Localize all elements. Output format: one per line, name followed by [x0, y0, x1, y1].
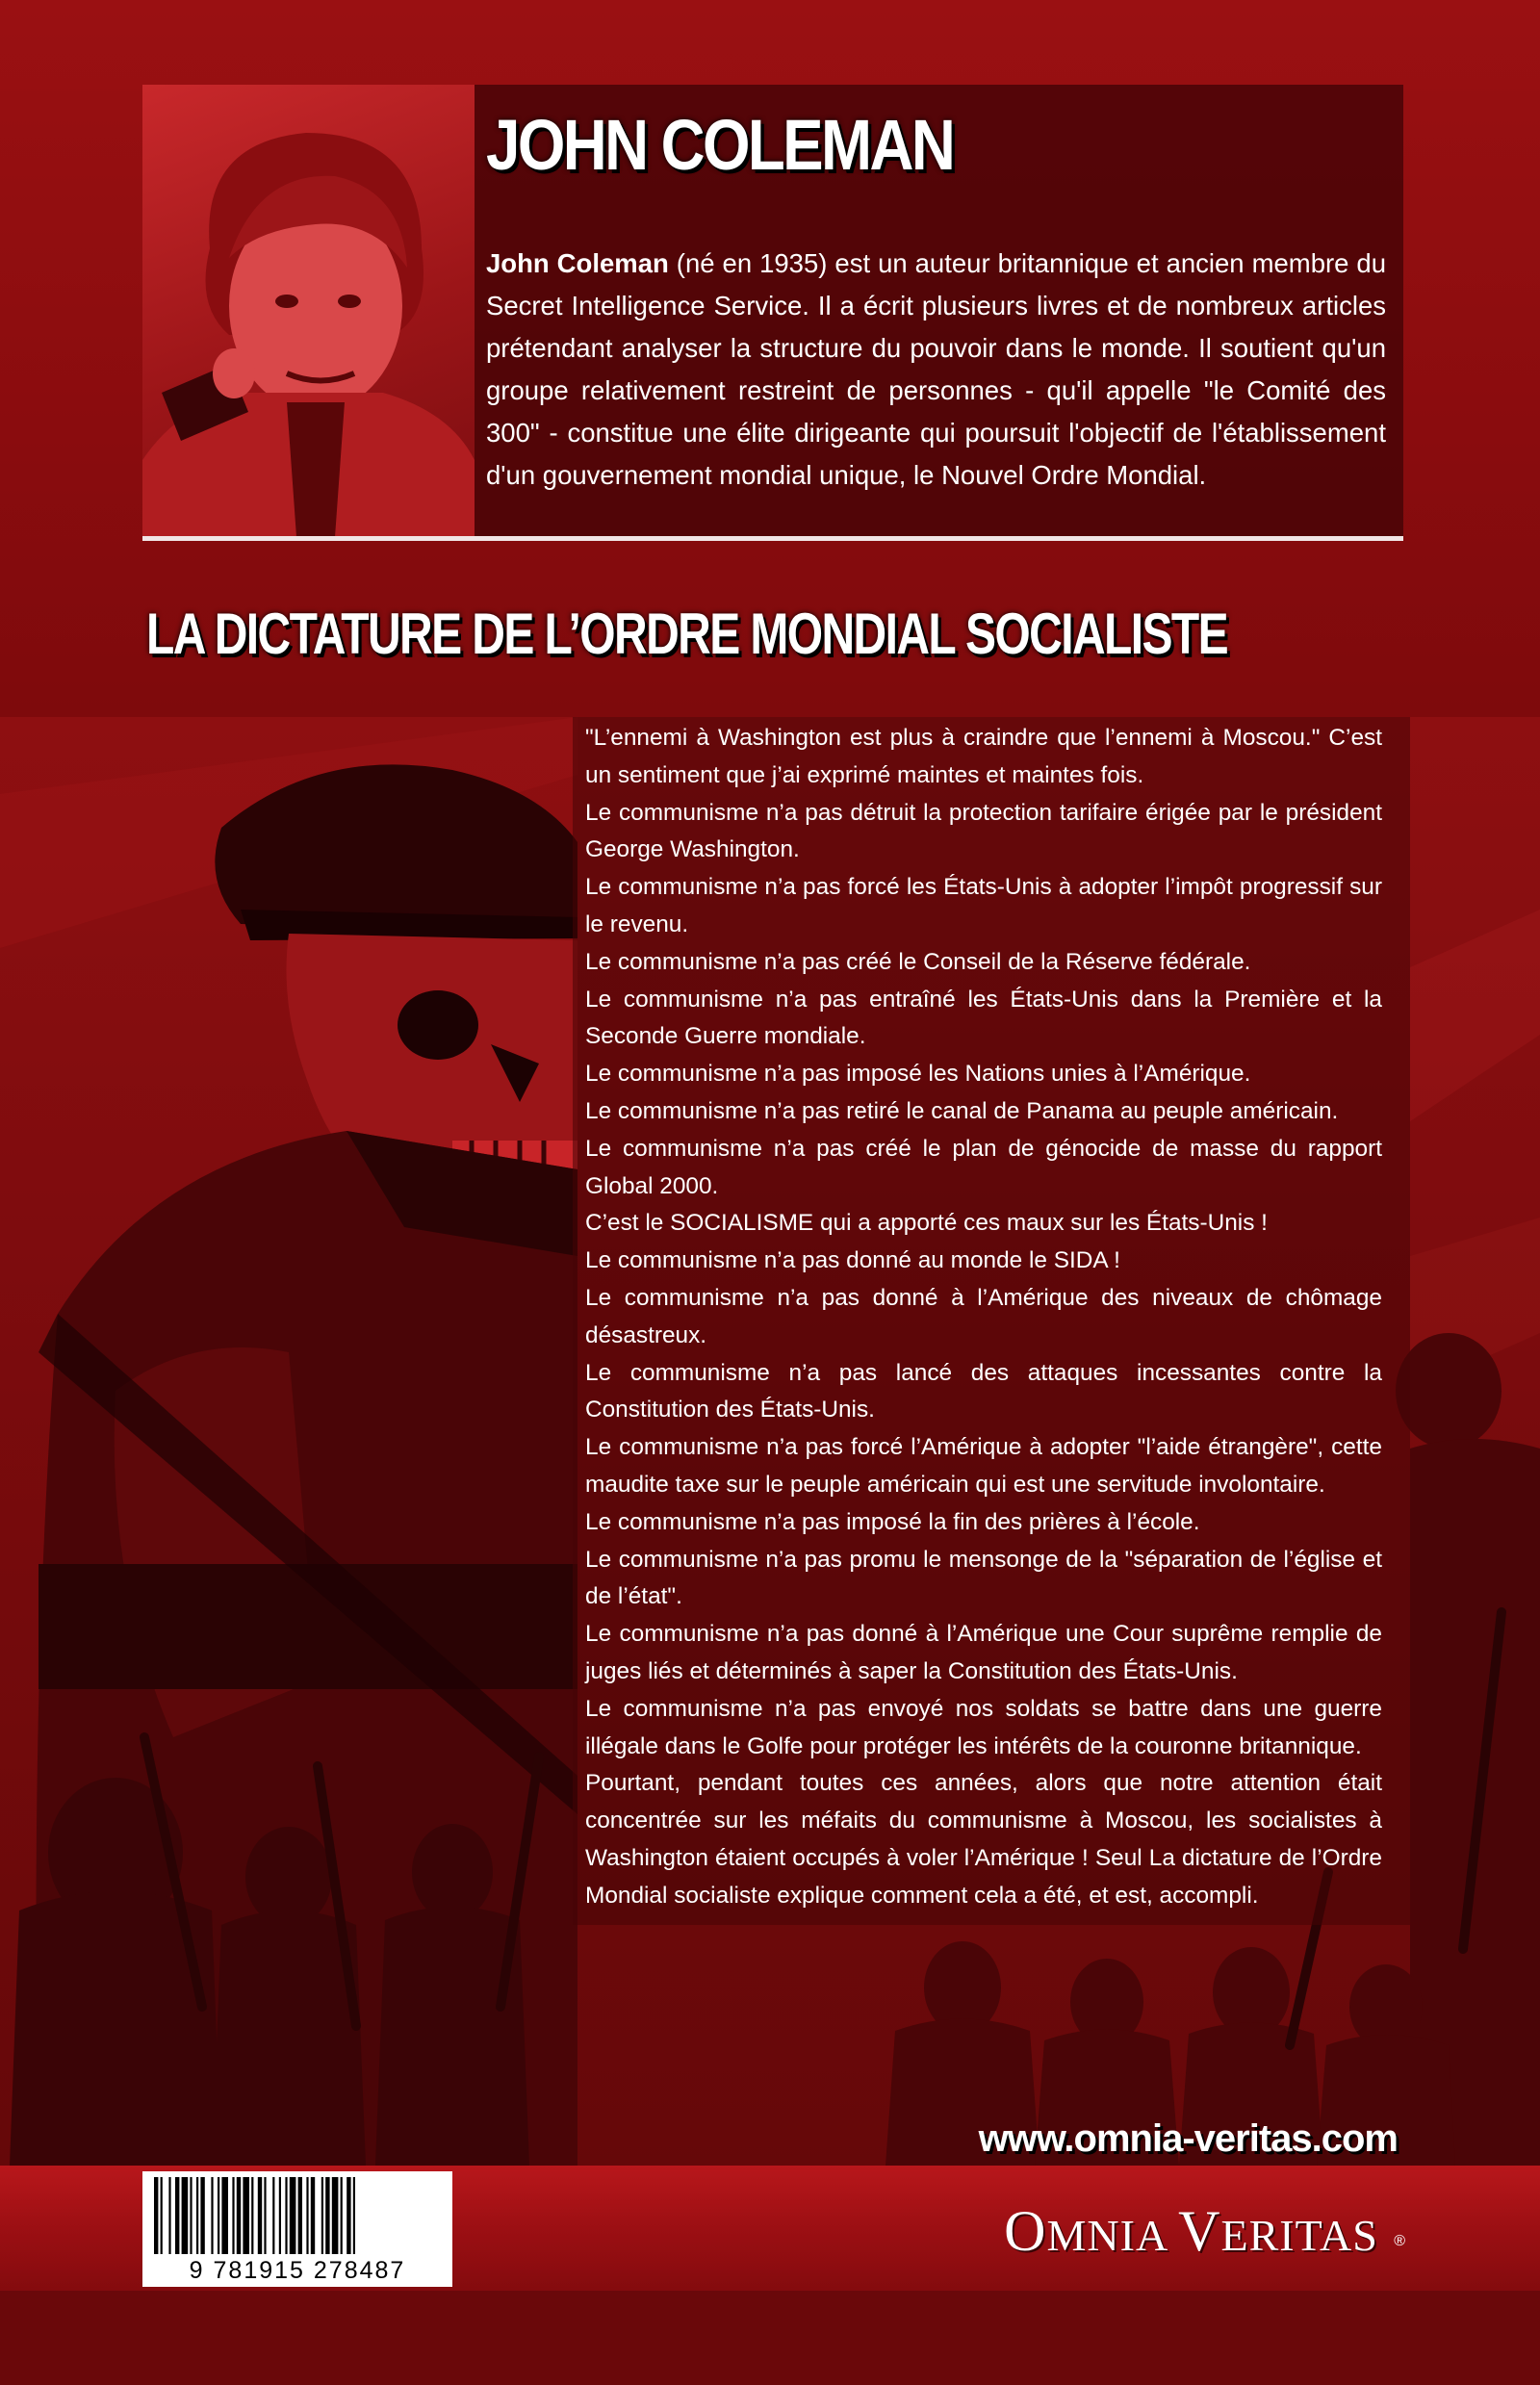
barcode-bar [279, 2177, 281, 2254]
blurb-paragraph: Le communisme n’a pas donné à l’Amérique une Cour suprême remplie de juges liés et déterminés à saper la Constitution des États-Unis. [585, 1621, 1382, 1684]
barcode-bar [232, 2177, 234, 2254]
barcode-bar [243, 2177, 249, 2254]
barcode-bar [154, 2177, 158, 2254]
author-bio-text: (né en 1935) est un auteur britannique et ancien membre du Secret Intelligence Service. Il a écrit plusieurs livres et de nombreux articles prétendant analyser la structure du pouvoir dans le monde. Il soutient qu'un groupe relativement restreint de personnes - qu'il appelle "le Comité des 300" - constitue une élite dirigeante qui poursuit l'objectif de l'établissement d'un gouvernement mondial unique, le Nouvel Ordre Mondial. [486, 248, 1387, 490]
blurb-paragraph: Le communisme n’a pas forcé les États-Unis à adopter l’impôt progressif sur le revenu. [585, 874, 1382, 937]
barcode-bar [237, 2177, 241, 2254]
isbn-number: 9 781915 278487 [189, 2257, 406, 2284]
barcode-icon [154, 2177, 441, 2254]
blurb-paragraph: "L’ennemi à Washington est plus à craindre que l’ennemi à Moscou." C’est un sentiment que j’ai exprimé maintes et maintes fois. [585, 725, 1382, 788]
barcode [142, 2171, 452, 2287]
publisher-logo [977, 2185, 1405, 2271]
blurb-paragraph: Le communisme n’a pas entraîné les États-Unis dans la Première et la Seconde Guerre mondiale. [585, 986, 1382, 1050]
barcode-bar [311, 2177, 315, 2254]
author-bio-name: John Coleman [486, 248, 669, 278]
registered-mark: ® [1394, 2233, 1405, 2249]
publisher-v-rest: ERITAS [1220, 2211, 1378, 2260]
blurb-paragraph: Le communisme n’a pas retiré le canal de Panama au peuple américain. [585, 1097, 1339, 1124]
book-title: LA DICTATURE DE L’ORDRE MONDIAL SOCIALISTE [146, 602, 1228, 666]
blurb-paragraph: Le communisme n’a pas donné au monde le SIDA ! [585, 1247, 1120, 1274]
barcode-bar [251, 2177, 253, 2254]
portrait-svg [142, 85, 475, 537]
barcode-bar [353, 2177, 355, 2254]
divider [142, 536, 1403, 541]
blurb-paragraph: C’est le SOCIALISME qui a apporté ces maux sur les États-Unis ! [585, 1210, 1268, 1237]
publisher-v-cap: V [1178, 2199, 1221, 2263]
author-portrait [142, 85, 475, 537]
barcode-bar [200, 2177, 204, 2254]
barcode-bar [321, 2177, 323, 2254]
barcode-bar [161, 2177, 163, 2254]
blurb-paragraph: Le communisme n’a pas donné à l’Amérique des niveaux de chômage désastreux. [585, 1284, 1382, 1348]
barcode-bar [211, 2177, 213, 2254]
barcode-bar [196, 2177, 198, 2254]
barcode-bar [272, 2177, 274, 2254]
barcode-bar [221, 2177, 228, 2254]
blurb-paragraph: Le communisme n’a pas envoyé nos soldats se battre dans une guerre illégale dans le Golfe pour protéger les intérêts de la couronne britannique. [585, 1695, 1382, 1759]
publisher-name [977, 2198, 1405, 2265]
barcode-bar [218, 2177, 219, 2254]
barcode-bar [298, 2177, 302, 2254]
blurb-paragraph: Le communisme n’a pas créé le Conseil de la Réserve fédérale. [585, 948, 1251, 975]
barcode-bar [285, 2177, 287, 2254]
author-bio [486, 243, 1386, 497]
blurb-text [585, 720, 1382, 1915]
barcode-bar [258, 2177, 262, 2254]
blurb-paragraph: Le communisme n’a pas promu le mensonge de la "séparation de l’église et de l’état". [585, 1546, 1382, 1610]
blurb-paragraph: Le communisme n’a pas imposé la fin des prières à l’école. [585, 1508, 1200, 1535]
publisher-o-cap: O [1004, 2199, 1047, 2263]
website-link[interactable]: www.omnia-veritas.com [978, 2117, 1398, 2160]
barcode-bar [346, 2177, 350, 2254]
barcode-bar [341, 2177, 343, 2254]
bottom-band [0, 2291, 1540, 2385]
blurb-paragraph: Le communisme n’a pas créé le plan de génocide de masse du rapport Global 2000. [585, 1135, 1382, 1199]
author-name: JOHN COLEMAN [486, 105, 954, 185]
blurb-paragraph: Le communisme n’a pas imposé les Nations unies à l’Amérique. [585, 1061, 1251, 1088]
barcode-bar [264, 2177, 266, 2254]
barcode-bar [290, 2177, 296, 2254]
barcode-bar [332, 2177, 339, 2254]
blurb-paragraph: Le communisme n’a pas détruit la protection tarifaire érigée par le président George Washington. [585, 799, 1382, 863]
blurb-paragraph: Le communisme n’a pas lancé des attaques incessantes contre la Constitution des États-Unis. [585, 1359, 1382, 1423]
barcode-bar [190, 2177, 192, 2254]
blurb-paragraph: Pourtant, pendant toutes ces années, alors que notre attention était concentrée sur les méfaits du communisme à Moscou, les socialistes à Washington étaient occupés à voler l’Amérique ! Seul La dictature de l’Ordre Mondial socialiste explique comment cela a été, et est, accompli. [585, 1770, 1382, 1909]
barcode-bar [182, 2177, 189, 2254]
blurb-paragraph: Le communisme n’a pas forcé l’Amérique à adopter "l’aide étrangère", cette maudite taxe sur le peuple américain qui est une servitude involontaire. [585, 1434, 1382, 1498]
barcode-bar [325, 2177, 329, 2254]
barcode-bar [306, 2177, 308, 2254]
barcode-bar [168, 2177, 170, 2254]
publisher-o-rest: MNIA [1046, 2211, 1179, 2260]
barcode-bar [175, 2177, 179, 2254]
